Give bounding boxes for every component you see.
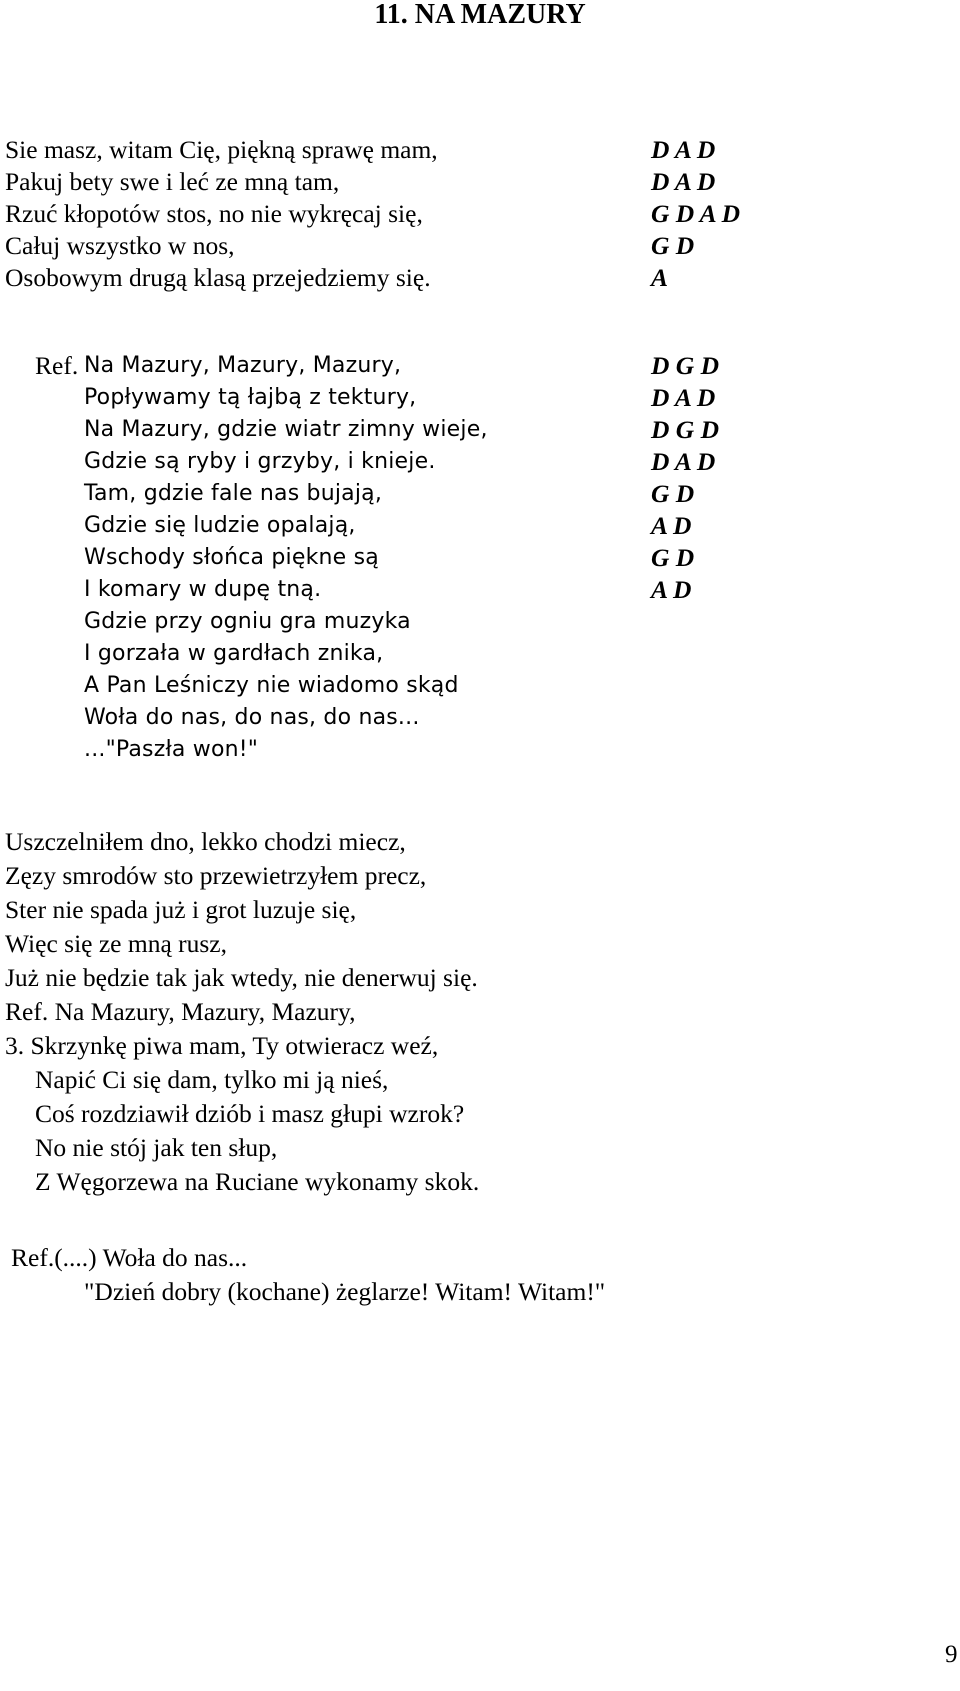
lyric-line: Więc się ze mną rusz,	[5, 929, 227, 958]
chord-line: G D	[651, 543, 695, 572]
lyric-line: Całuj wszystko w nos,	[5, 231, 235, 260]
lyric-line: Woła do nas, do nas, do nas...	[84, 705, 420, 730]
lyric-line: Uszczelniłem dno, lekko chodzi miecz,	[5, 827, 406, 856]
lyric-line: I komary w dupę tną.	[84, 577, 322, 602]
lyric-line: A Pan Leśniczy nie wiadomo skąd	[84, 673, 459, 698]
chord-line: G D	[651, 231, 695, 260]
lyric-line: ..."Paszła won!"	[84, 737, 259, 762]
chord-line: D G D	[651, 415, 719, 444]
lyric-line: Ref.(....) Woła do nas...	[11, 1243, 248, 1272]
lyric-line: Popływamy tą łajbą z tektury,	[84, 385, 417, 410]
lyric-line: Pakuj bety swe i leć ze mną tam,	[5, 167, 340, 196]
lyric-line: Już nie będzie tak jak wtedy, nie denerwuj się.	[5, 963, 478, 992]
lyric-line: Ref. Na Mazury, Mazury, Mazury,	[5, 997, 356, 1026]
lyric-line: I gorzała w gardłach znika,	[84, 641, 384, 666]
lyric-line: 3. Skrzynkę piwa mam, Ty otwieracz weź,	[5, 1031, 439, 1060]
lyric-line: Ster nie spada już i grot luzuje się,	[5, 895, 357, 924]
song-title: 11. NA MAZURY	[374, 0, 586, 30]
lyric-line: Wschody słońca piękne są	[84, 545, 379, 570]
lyric-line: Zęzy smrodów sto przewietrzyłem precz,	[5, 861, 427, 890]
lyric-line: "Dzień dobry (kochane) żeglarze! Witam! Witam!"	[84, 1277, 606, 1306]
lyric-line: No nie stój jak ten słup,	[35, 1133, 278, 1162]
chord-line: D G D	[651, 351, 719, 380]
chord-line: A D	[651, 511, 692, 540]
lyric-line: Tam, gdzie fale nas bujają,	[84, 481, 383, 506]
lyric-line: Na Mazury, gdzie wiatr zimny wieje,	[84, 417, 488, 442]
chord-line: G D	[651, 479, 695, 508]
lyric-line: Sie masz, witam Cię, piękną sprawę mam,	[5, 135, 438, 164]
lyric-line: Coś rozdziawił dziób i masz głupi wzrok?	[35, 1099, 465, 1128]
chord-line: D A D	[651, 135, 716, 164]
lyric-line: Na Mazury, Mazury, Mazury,	[84, 353, 402, 378]
chord-line: D A D	[651, 167, 716, 196]
chord-line: A D	[651, 575, 692, 604]
lyric-line: Napić Ci się dam, tylko mi ją nieś,	[35, 1065, 389, 1094]
chord-line: A	[651, 263, 669, 292]
chord-line: D A D	[651, 383, 716, 412]
lyric-line: Z Węgorzewa na Ruciane wykonamy skok.	[35, 1167, 480, 1196]
refrain-label: Ref.	[35, 351, 79, 380]
lyric-line: Gdzie przy ogniu gra muzyka	[84, 609, 411, 634]
lyric-line: Rzuć kłopotów stos, no nie wykręcaj się,	[5, 199, 423, 228]
lyric-line: Osobowym drugą klasą przejedziemy się.	[5, 263, 431, 292]
lyric-line: Gdzie są ryby i grzyby, i knieje.	[84, 449, 436, 474]
lyric-line: Gdzie się ludzie opalają,	[84, 513, 356, 538]
page-number: 9	[945, 1641, 958, 1668]
chord-line: D A D	[651, 447, 716, 476]
chord-line: G D A D	[651, 199, 741, 228]
